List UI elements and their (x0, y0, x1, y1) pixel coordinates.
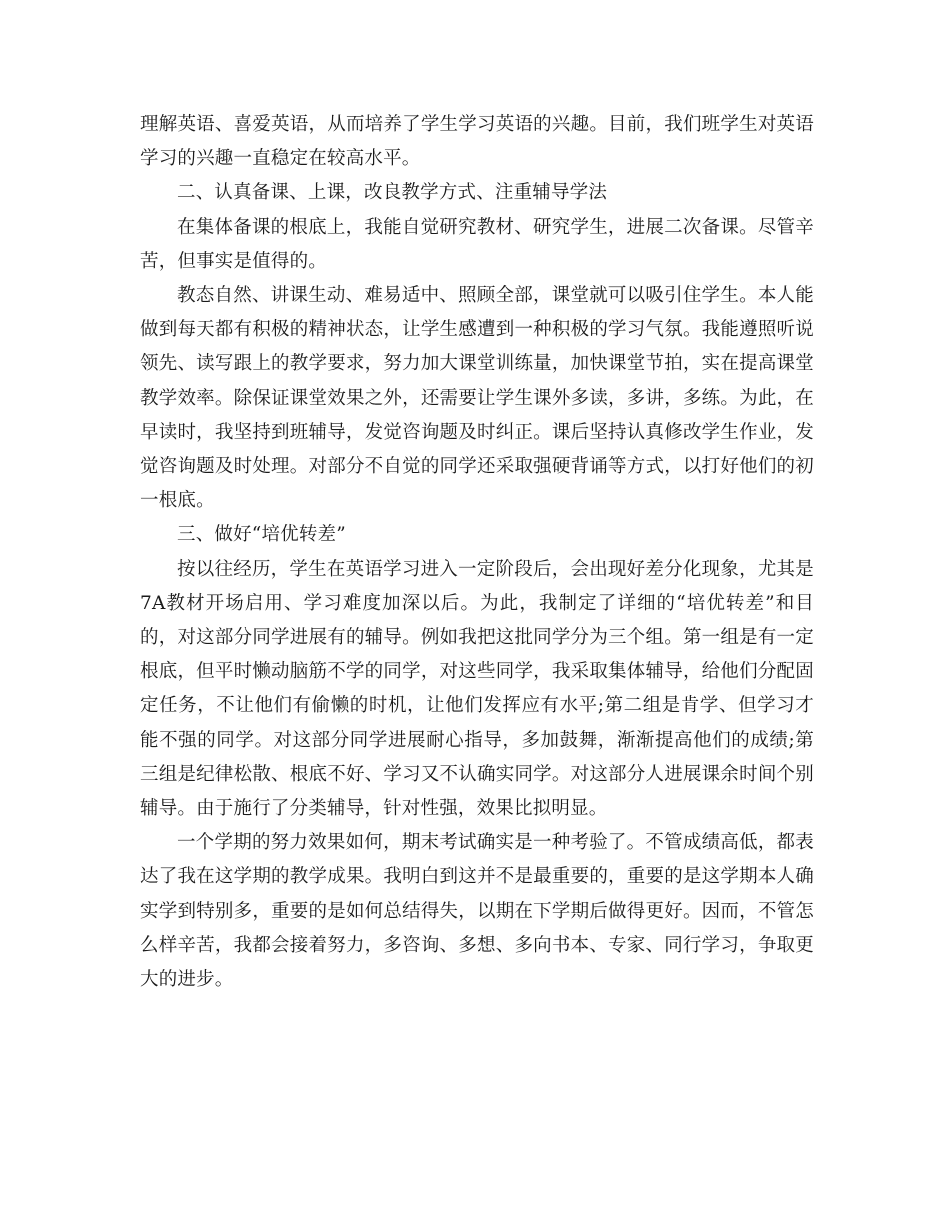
paragraph-term-summary: 一个学期的努力效果如何，期末考试确实是一种考验了。不管成绩高低，都表达了我在这学期的教学成果。我明白到这并不是最重要的，重要的是这学期本人确实学到特别多，重要的是如何总结得失，以期在下学期后做得更好。因而，不管怎么样辛苦，我都会接着努力，多咨询、多想、多向书本、专家、同行学习，争取更大的进步。 (140, 832, 814, 991)
paragraph-lesson-prep: 在集体备课的根底上，我能自觉研究教材、研究学生，进展二次备课。尽管辛苦，但事实是值得的。 (140, 216, 814, 272)
paragraph-grouped-tutoring: 按以往经历，学生在英语学习进入一定阶段后，会出现好差分化现象，尤其是7A教材开场启用、学习难度加深以后。为此，我制定了详细的“培优转差”和目的，对这部分同学进展有的辅导。例如我把这批同学分为三个组。第一组是有一定根底，但平时懒动脑筋不学的同学，对这些同学，我采取集体辅导，给他们分配固定任务，不让他们有偷懒的时机，让他们发挥应有水平;第二组是肯学、但学习才能不强的同学。对这部分同学进展耐心指导，多加鼓舞，渐渐提高他们的成绩;第三组是纪律松散、根底不好、学习又不认确实同学。对这部分人进展课余时间个别辅导。由于施行了分类辅导，针对性强，效果比拟明显。 (140, 558, 814, 820)
paragraph-classroom-teaching: 教态自然、讲课生动、难易适中、照顾全部，课堂就可以吸引住学生。本人能做到每天都有积极的精神状态，让学生感遭到一种积极的学习气氛。我能遵照听说领先、读写跟上的教学要求，努力加大课堂训练量，加快课堂节拍，实在提高课堂教学效率。除保证课堂效果之外，还需要让学生课外多读，多讲，多练。为此，在早读时，我坚持到班辅导，发觉咨询题及时纠正。课后坚持认真修改学生作业，发觉咨询题及时处理。对部分不自觉的同学还采取强硬背诵等方式，以打好他们的初一根底。 (140, 285, 814, 512)
paragraph-continuation: 理解英语、喜爱英语，从而培养了学生学习英语的兴趣。目前，我们班学生对英语学习的兴趣一直稳定在较高水平。 (140, 114, 814, 170)
document-body (140, 108, 814, 997)
section-heading-2: 二、认真备课、上课，改良教学方式、注重辅导学法 (177, 182, 608, 204)
section-heading-3: 三、做好“培优转差” (177, 524, 346, 546)
